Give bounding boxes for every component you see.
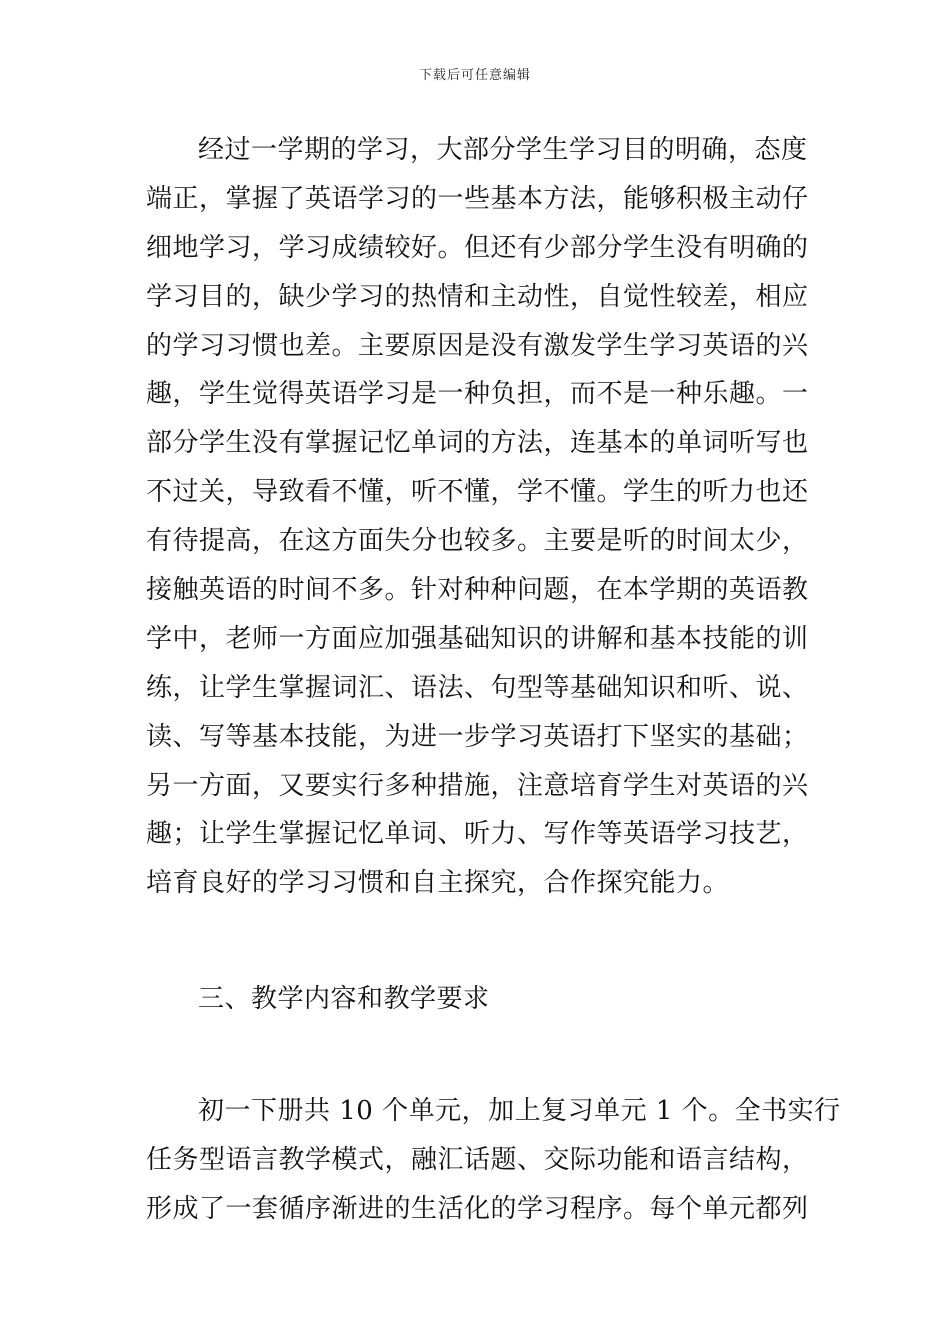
text-line: 不过关，导致看不懂，听不懂，学不懂。学生的听力也还 (146, 477, 809, 508)
text-line: 学习目的，缺少学习的热情和主动性，自觉性较差，相应 (146, 281, 809, 312)
text-line: 趣，学生觉得英语学习是一种负担，而不是一种乐趣。一 (146, 379, 809, 410)
paragraph-spacer (146, 1024, 806, 1087)
text-line: 练，让学生掌握词汇、语法、句型等基础知识和听、说、 (146, 672, 809, 703)
text-line: 初一下册共 10 个单元，加上复习单元 1 个。全书实行 (198, 1096, 841, 1127)
text-line: 培育良好的学习习惯和自主探究，合作探究能力。 (146, 868, 730, 899)
page-header: 下载后可任意编辑 (418, 68, 531, 83)
section-heading (146, 975, 806, 1024)
text-line: 任务型语言教学模式，融汇话题、交际功能和语言结构， (146, 1145, 809, 1176)
text-line: 的学习习惯也差。主要原因是没有激发学生学习英语的兴 (146, 330, 809, 361)
text-line: 趣；让学生掌握记忆单词、听力、写作等英语学习技艺， (146, 819, 809, 850)
paragraph-student-analysis (146, 126, 809, 908)
text-line: 端正，掌握了英语学习的一些基本方法，能够积极主动仔 (146, 183, 809, 214)
text-line: 读、写等基本技能，为进一步学习英语打下坚实的基础； (146, 721, 809, 752)
text-line: 接触英语的时间不多。针对种种问题，在本学期的英语教 (146, 575, 809, 606)
text-line: 部分学生没有掌握记忆单词的方法，连基本的单词听写也 (146, 428, 809, 459)
text-line: 细地学习，学习成绩较好。但还有少部分学生没有明确的 (146, 232, 809, 263)
text-line: 经过一学期的学习，大部分学生学习目的明确，态度 (198, 135, 808, 165)
paragraph-spacer (146, 908, 806, 975)
document-body (146, 126, 841, 1234)
text-line: 另一方面，又要实行多种措施，注意培育学生对英语的兴 (146, 770, 809, 801)
text-line: 形成了一套循序渐进的生活化的学习程序。每个单元都列 (146, 1193, 809, 1224)
text-line: 学中，老师一方面应加强基础知识的讲解和基本技能的训 (146, 623, 809, 654)
section-heading-text: 三、教学内容和教学要求 (198, 984, 490, 1015)
paragraph-teaching-content (146, 1087, 841, 1234)
text-line: 有待提高，在这方面失分也较多。主要是听的时间太少， (146, 526, 809, 557)
